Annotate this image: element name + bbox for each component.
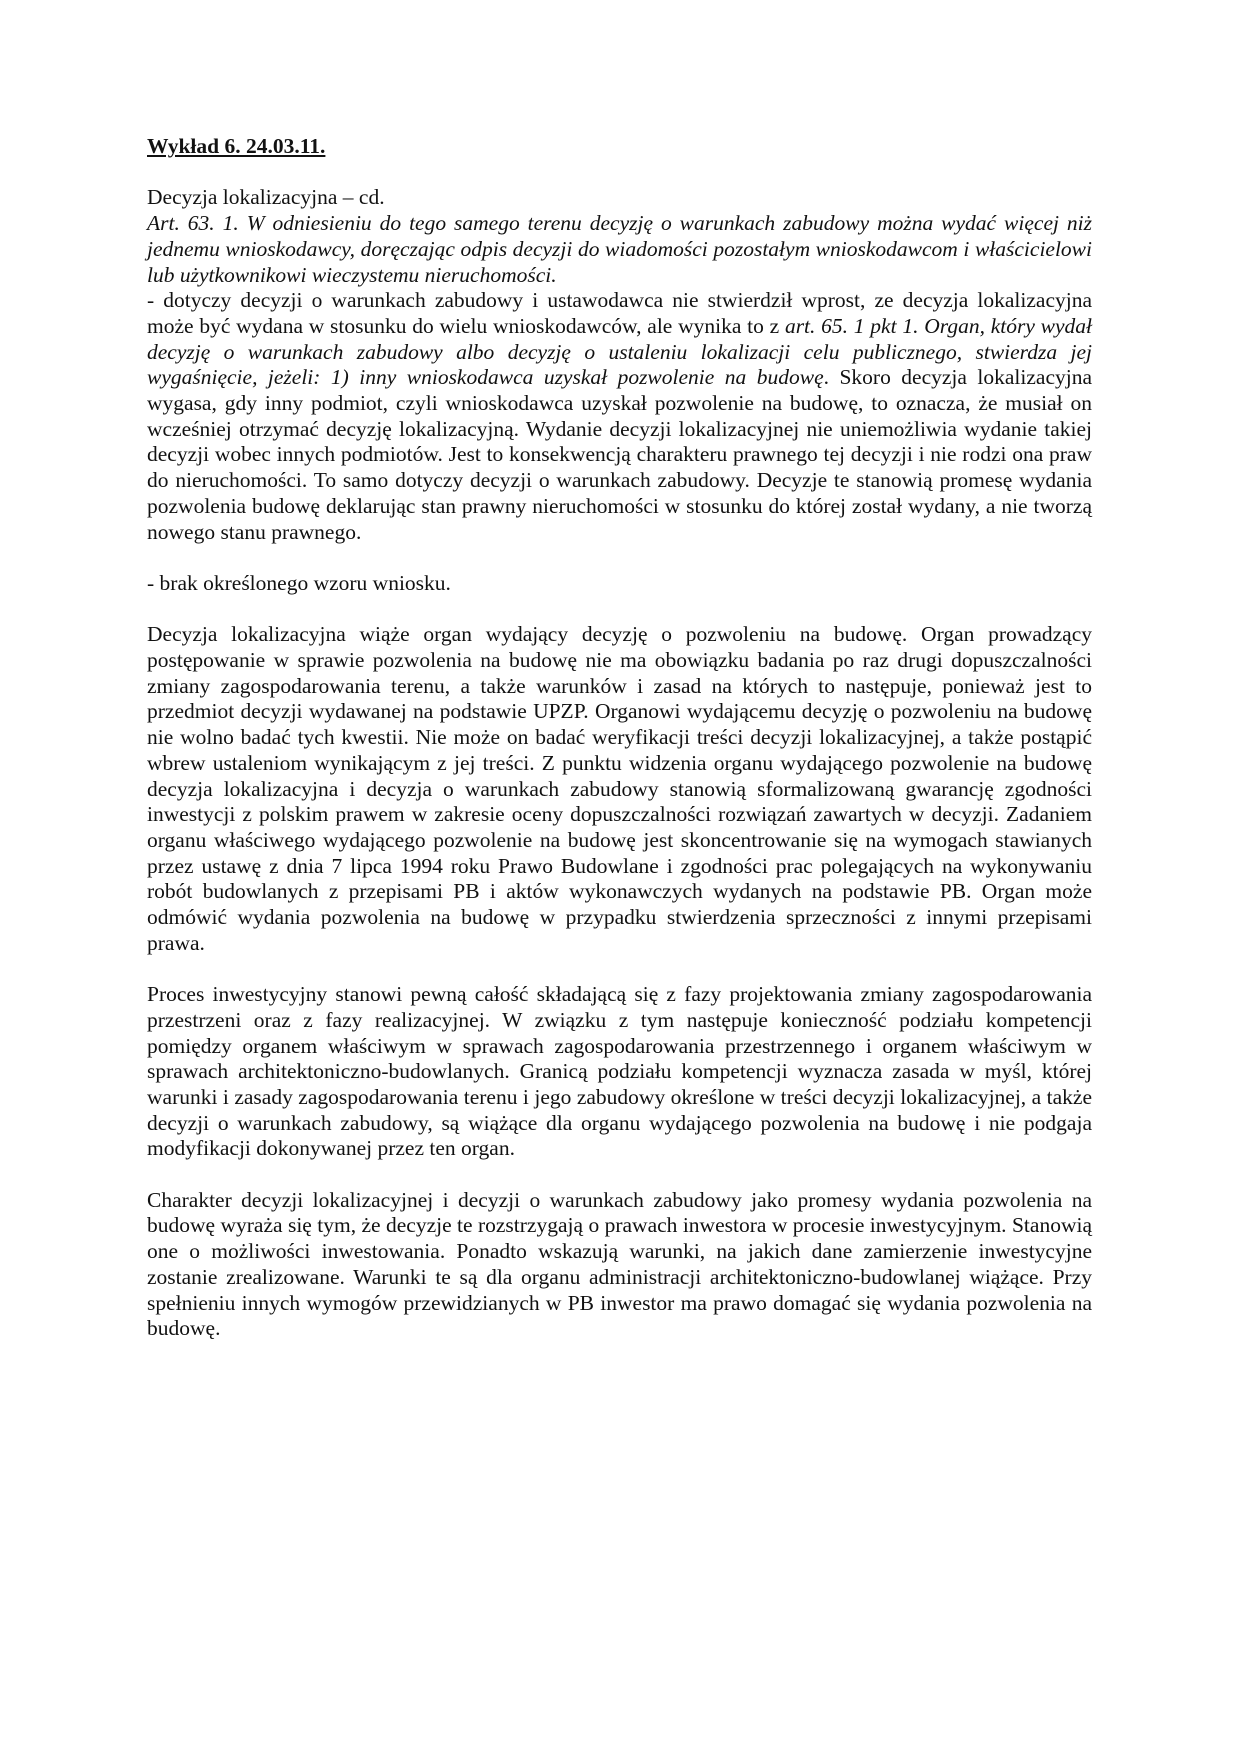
spacer	[147, 1162, 1092, 1188]
paragraph-promise-character: Charakter decyzji lokalizacyjnej i decyzji o warunkach zabudowy jako promesy wydania pozwolenia na budowę wyraża się tym, że decyzje te rozstrzygają o prawach inwestora w procesie inwestycyjnym. Stanowią one o możliwości inwestowania. Ponadto wskazują warunki, na jakich dane zamierzenie inwestycyjne zostanie zrealizowane. Warunki te są dla organu administracji architektoniczno-budowlanej wiążące. Przy spełnieniu innych wymogów przewidzianych w PB inwestor ma prawo domagać się wydania pozwolenia na budowę.	[147, 1187, 1092, 1341]
paragraph-no-template: - brak określonego wzoru wniosku.	[147, 570, 451, 595]
article-63-quote: Art. 63. 1. W odniesieniu do tego samego terenu decyzję o warunkach zabudowy można wydać więcej niż jednemu wnioskodawcy, doręczając odpis decyzji do wiadomości pozostałym wnioskodawcom i właścicielowi lub użytkownikowi wieczystemu nieruchomości.	[147, 211, 1092, 287]
paragraph-art65-discussion	[147, 288, 1092, 545]
spacer	[147, 597, 1092, 623]
article-65-quote: art. 65. 1 pkt 1. Organ, który wydał decyzję o warunkach zabudowy albo decyzję o ustaleniu lokalizacji celu publicznego, stwierdza jej wygaśnięcie, jeżeli: 1) inny wnioskodawca uzyskał pozwolenie na budowę	[147, 313, 1092, 390]
lecture-title: Wykład 6. 24.03.11.	[147, 134, 326, 158]
section-subtitle: Decyzja lokalizacyjna – cd.	[147, 185, 385, 210]
paragraph-binding-effect: Decyzja lokalizacyjna wiąże organ wydający decyzję o pozwoleniu na budowę. Organ prowadzący postępowanie w sprawie pozwolenia na budowę nie ma obowiązku badania po raz drugi dopuszczalności zmiany zagospodarowania terenu, a także warunków i zasad na których to następuje, ponieważ jest to przedmiot decyzji wydawanej na podstawie UPZP. Organowi wydającemu decyzję o pozwoleniu na budowę nie wolno badać tych kwestii. Nie może on badać weryfikacji treści decyzji lokalizacyjnej, a także postąpić wbrew ustaleniom wynikającym z jej treści. Z punktu widzenia organu wydającego pozwolenie na budowę decyzja lokalizacyjna i decyzja o warunkach zabudowy stanowią sformalizowaną gwarancję zgodności inwestycji z polskim prawem w zakresie oceny dopuszczalności rozwiązań zawartych w decyzji. Zadaniem organu właściwego wydającego pozwolenie na budowę jest skoncentrowanie się na wymogach stawianych przez ustawę z dnia 7 lipca 1994 roku Prawo Budowlane i zgodności prac polegających na wykonywaniu robót budowlanych z przepisami PB i aktów wykonawczych wydanych na podstawie PB. Organ może odmówić wydania pozwolenia na budowę w przypadku stwierdzenia sprzeczności z innymi przepisami prawa.	[147, 622, 1092, 955]
paragraph-intro-text: - dotyczy decyzji o warunkach zabudowy i ustawodawca nie stwierdził wprost, ze decyzja lokalizacyjna może być wydana w stosunku do wielu wnioskodawców, ale wynika to z	[147, 288, 1092, 338]
paragraph-continuation-text: . Skoro decyzja lokalizacyjna wygasa, gdy inny podmiot, czyli wnioskodawca uzyskał pozwolenie na budowę, to oznacza, że musiał on wcześniej otrzymać decyzję lokalizacyjną. Wydanie decyzji lokalizacyjnej nie uniemożliwia wydanie takiej decyzji wobec innych podmiotów. Jest to konsekwencją charakteru prawnego tej decyzji i nie rodzi ona praw do nieruchomości. To samo dotyczy decyzji o warunkach zabudowy. Decyzje te stanowią promesę wydania pozwolenia budowę deklarując stan prawny nieruchomości w stosunku do której został wydany, a nie tworzą nowego stanu prawnego.	[147, 365, 1092, 544]
document-page	[147, 134, 1092, 1342]
spacer	[147, 956, 1092, 982]
paragraph-investment-process: Proces inwestycyjny stanowi pewną całość składającą się z fazy projektowania zmiany zagospodarowania przestrzeni oraz z fazy realizacyjnej. W związku z tym następuje konieczność podziału kompetencji pomiędzy organem właściwym w sprawach zagospodarowania przestrzennego i organem właściwym w sprawach architektoniczno-budowlanych. Granicą podziału kompetencji wyznacza zasada w myśl, której warunki i zasady zagospodarowania terenu i jego zabudowy określone w treści decyzji lokalizacyjnej, a także decyzji o warunkach zabudowy, są wiążące dla organu wydającego pozwolenia na budowę i nie podgaja modyfikacji dokonywanej przez ten organ.	[147, 982, 1092, 1161]
spacer	[147, 545, 1092, 571]
